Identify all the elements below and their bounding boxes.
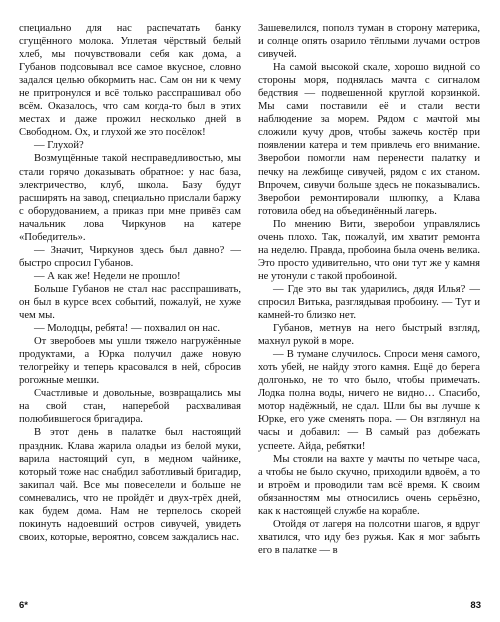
paragraph: От зверобоев мы ушли тяжело нагружённые продуктами, а Юрка получил даже новую телогрейку и теперь красовался в ней, сбросив рогожные мешки.	[19, 336, 241, 387]
paragraph: На самой высокой скале, хорошо видной со стороны моря, поднялась мачта с сигналом бедствия — подвешенной круглой корзинкой. Мы сами поставили её и стали вести наблюдение за морем. Рядом с мачтой мы сложили кучу дров, чтобы зажечь костёр при появлении катера и тем привлечь его внимание. Зверобои помогли нам перенести палатку и печку на лежбище сивучей, рядом с их станом. Впрочем, сивучи больше здесь не показывались. Зверобои ремонтировали шлюпку, а Клава готовила обед на объединённый лагерь.	[258, 62, 480, 217]
paragraph: — А как же! Недели не прошло!	[34, 270, 181, 282]
page-footer	[19, 600, 481, 614]
paragraph: В этот день в палатке был настоящий праздник. Клава жарила оладьи из белой муки, варила настоящий суп, в медном чайнике, который тоже нас снабдил заботливый бригадир, закипал чай. Все мы повеселели и больше не сомневались, что не пройдёт и двух-трёх дней, как будем дома. Нам не терпелось скорей покинуть надоевший остров сивучей, увидеть своих, которые, вероятно, совсем заждались нас.	[19, 427, 241, 543]
page-number: 83	[470, 600, 481, 611]
printer-signature-mark: 6*	[19, 600, 28, 611]
paragraph: — Значит, Чиркунов здесь был давно? — быстро спросил Губанов.	[19, 244, 241, 269]
paragraph: — В тумане случилось. Спроси меня самого, хоть убей, не найду этого камня. Ещё до берега долгонько, не то что было, чтобы примечать. Лодка полна воды, ничего не видно… Спасибо, мотор надёжный, не сдал. Шли бы вы лучше к Юрке, его уже сменять пора. — Он взглянул на часы и добавил: — В самый раз добежать успеете. Айда, ребятки!	[258, 349, 480, 452]
paragraph: Зашевелился, пополз туман в сторону материка, и солнце опять озарило тёплыми лучами остров сивучей.	[258, 23, 480, 61]
left-text-column	[19, 22, 241, 544]
paragraph: Возмущённые такой несправедливостью, мы стали горячо доказывать обратное: у нас база, электричество, клуб, школа. Базу будут расширять на завод, специально прислали баржу с оборудованием, а приказ при мне привёз сам начальник лова Чиркунов на катере «Победитель».	[19, 153, 241, 243]
paragraph: Отойдя от лагеря на полсотни шагов, я вдруг хватился, что иду без ружья. Как я мог забыть его в палатке — в	[258, 518, 480, 556]
paragraph: Губанов, метнув на него быстрый взгляд, махнул рукой в море.	[258, 323, 480, 348]
paragraph: Счастливые и довольные, возвращались мы на свой стан, наперебой расхваливая полюбившегося бригадира.	[19, 388, 241, 426]
paragraph: Мы стояли на вахте у мачты по четыре часа, а чтобы не было скучно, приходили вдвоём, а то и втроём и проводили там всё время. К своим обязанностям мы относились очень серьёзно, как к настоящей службе на корабле.	[258, 453, 480, 517]
paragraph: Больше Губанов не стал нас расспрашивать, он был в курсе всех событий, пожалуй, не хуже чем мы.	[19, 283, 241, 322]
paragraph: По мнению Вити, зверобои управлялись очень плохо. Так, пожалуй, им хватит ремонта на неделю. Правда, пробоина была очень велика. Это просто удивительно, что они тут же у камня не утонули с такой пробоиной.	[258, 218, 480, 282]
paragraph: — Где это вы так ударились, дядя Илья? — спросил Витька, разглядывая пробоину. — Тут и камней-то близко нет.	[258, 283, 480, 322]
paragraph: специально для нас распечатать банку сгущённого молока. Уплетая чёрствый белый хлеб, мы почувствовали себя как дома, а Губанов подсовывал все самое вкусное, словно задался целью обкормить нас. Сам он ни к чему не притронулся и всё только расспрашивал обо всём. Оказалось, что сам когда-то был в этих местах и даже прожил несколько дней в Свободном. Ох, и глухой же это посёлок!	[19, 23, 241, 139]
paragraph: — Молодцы, ребята! — похвалил он нас.	[34, 323, 221, 335]
right-text-column	[258, 22, 480, 557]
paragraph: — Глухой?	[34, 140, 84, 152]
